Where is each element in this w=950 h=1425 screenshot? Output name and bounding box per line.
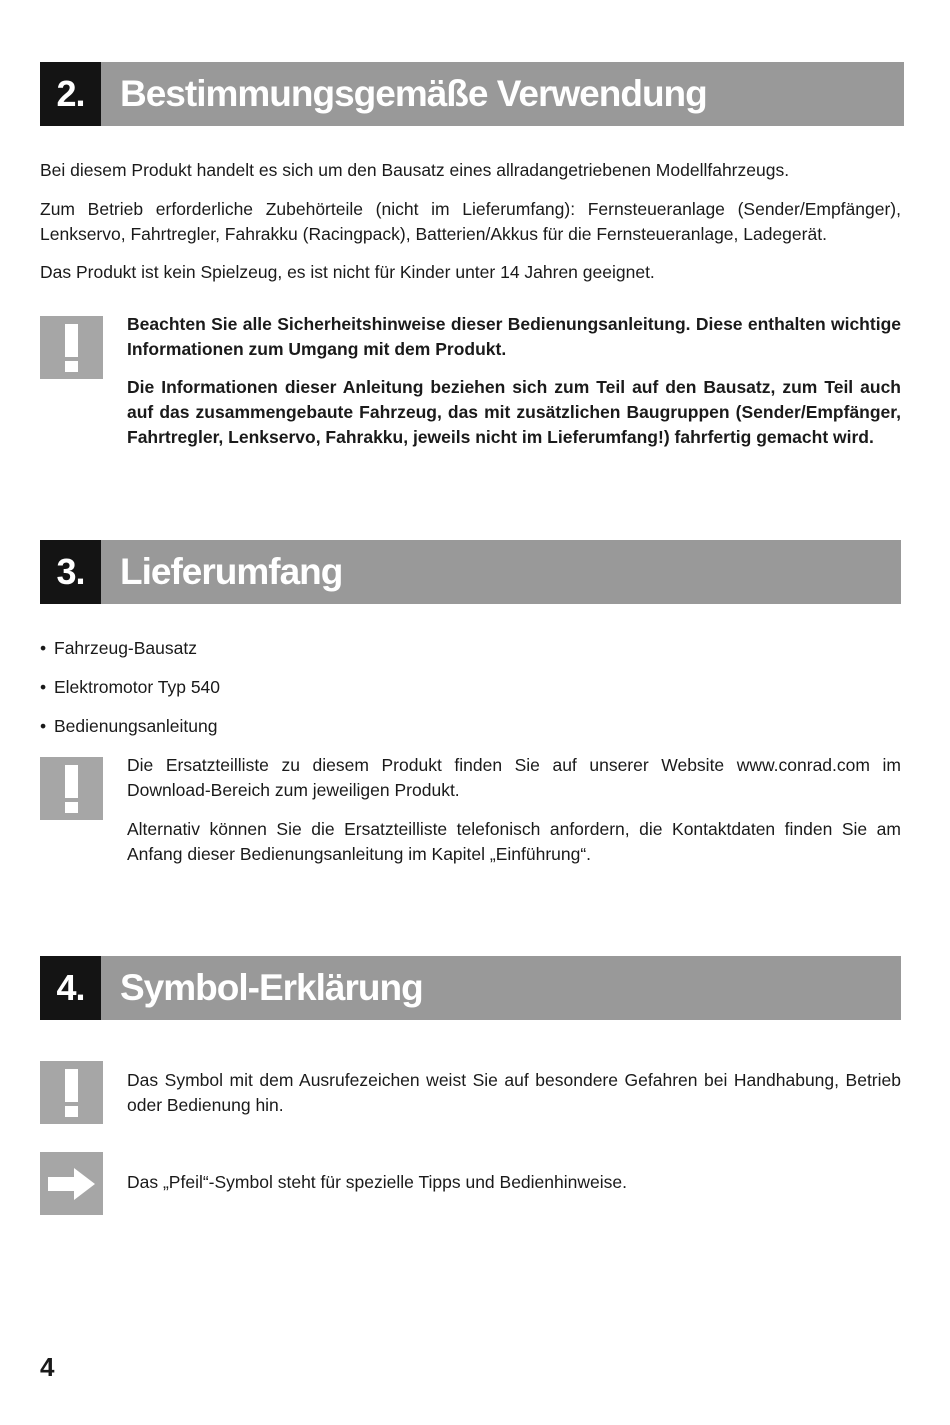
exclamation-symbol-description: Das Symbol mit dem Ausrufezeichen weist Sie auf besondere Gefahren bei Handhabung, Betrieb oder Bedienung hin. [127, 1070, 901, 1115]
warning-symbol-box [40, 316, 103, 379]
bullet-marker: • [40, 716, 47, 736]
list-item [40, 675, 220, 700]
list-item-text: Elektromotor Typ 540 [54, 677, 221, 697]
section-3-note-2: Alternativ können Sie die Ersatzteilliste telefonisch anfordern, die Kontaktdaten finden Sie am Anfang dieser Bedienungsanleitung im Kapitel „Einführung“. [127, 819, 901, 864]
arrow-symbol-description: Das „Pfeil“-Symbol steht für spezielle Tipps und Bedienhinweise. [127, 1172, 627, 1192]
section-4-header [40, 956, 901, 1020]
section-2-title: Bestimmungsgemäße Verwendung [120, 73, 707, 114]
section-3-note-1: Die Ersatzteilliste zu diesem Produkt finden Sie auf unserer Website www.conrad.com im Download-Bereich zum jeweiligen Produkt. [127, 755, 901, 800]
list-item-text: Bedienungsanleitung [54, 716, 218, 736]
page-number: 4 [40, 1352, 55, 1382]
exclamation-icon [40, 757, 103, 820]
section-2-note-2: Die Informationen dieser Anleitung beziehen sich zum Teil auf den Bausatz, zum Teil auch auf das zusammengebaute Fahrzeug, das mit zusätzlichen Baugruppen (Sender/Empfänger, Fahrtregler, Lenkservo, Fahrakku, jeweils nicht im Lieferumfang!) fahrfertig gemacht wird. [127, 377, 901, 447]
section-2-number: 2. [40, 62, 101, 126]
section-4-title: Symbol-Erklärung [120, 967, 423, 1008]
bullet-marker: • [40, 638, 47, 658]
section-3-header [40, 540, 901, 604]
section-2-header [40, 62, 904, 126]
warning-symbol-box [40, 757, 103, 820]
section-3-number: 3. [40, 540, 101, 604]
exclamation-icon [40, 1061, 103, 1124]
warning-symbol-box [40, 1061, 103, 1124]
section-3-title: Lieferumfang [120, 551, 343, 592]
list-item [40, 636, 197, 661]
section-2-paragraph-2: Zum Betrieb erforderliche Zubehörteile (nicht im Lieferumfang): Fernsteueranlage (Sender/Empfänger), Lenkservo, Fahrtregler, Fahrakku (Racingpack), Batterien/Akkus für die Fernsteueranlage, Ladegerät. [40, 199, 901, 244]
section-2-note-1: Beachten Sie alle Sicherheitshinweise dieser Bedienungsanleitung. Diese enthalten wichtige Informationen zum Umgang mit dem Produkt. [127, 314, 901, 359]
tip-symbol-box [40, 1152, 103, 1215]
exclamation-icon [40, 316, 103, 379]
list-item-text: Fahrzeug-Bausatz [54, 638, 197, 658]
section-2-paragraph-3: Das Produkt ist kein Spielzeug, es ist nicht für Kinder unter 14 Jahren geeignet. [40, 262, 655, 282]
section-4-number: 4. [40, 956, 101, 1020]
arrow-right-icon [40, 1152, 103, 1215]
section-2-paragraph-1: Bei diesem Produkt handelt es sich um den Bausatz eines allradangetriebenen Modellfahrzeugs. [40, 160, 790, 180]
bullet-marker: • [40, 677, 47, 697]
list-item [40, 714, 217, 739]
